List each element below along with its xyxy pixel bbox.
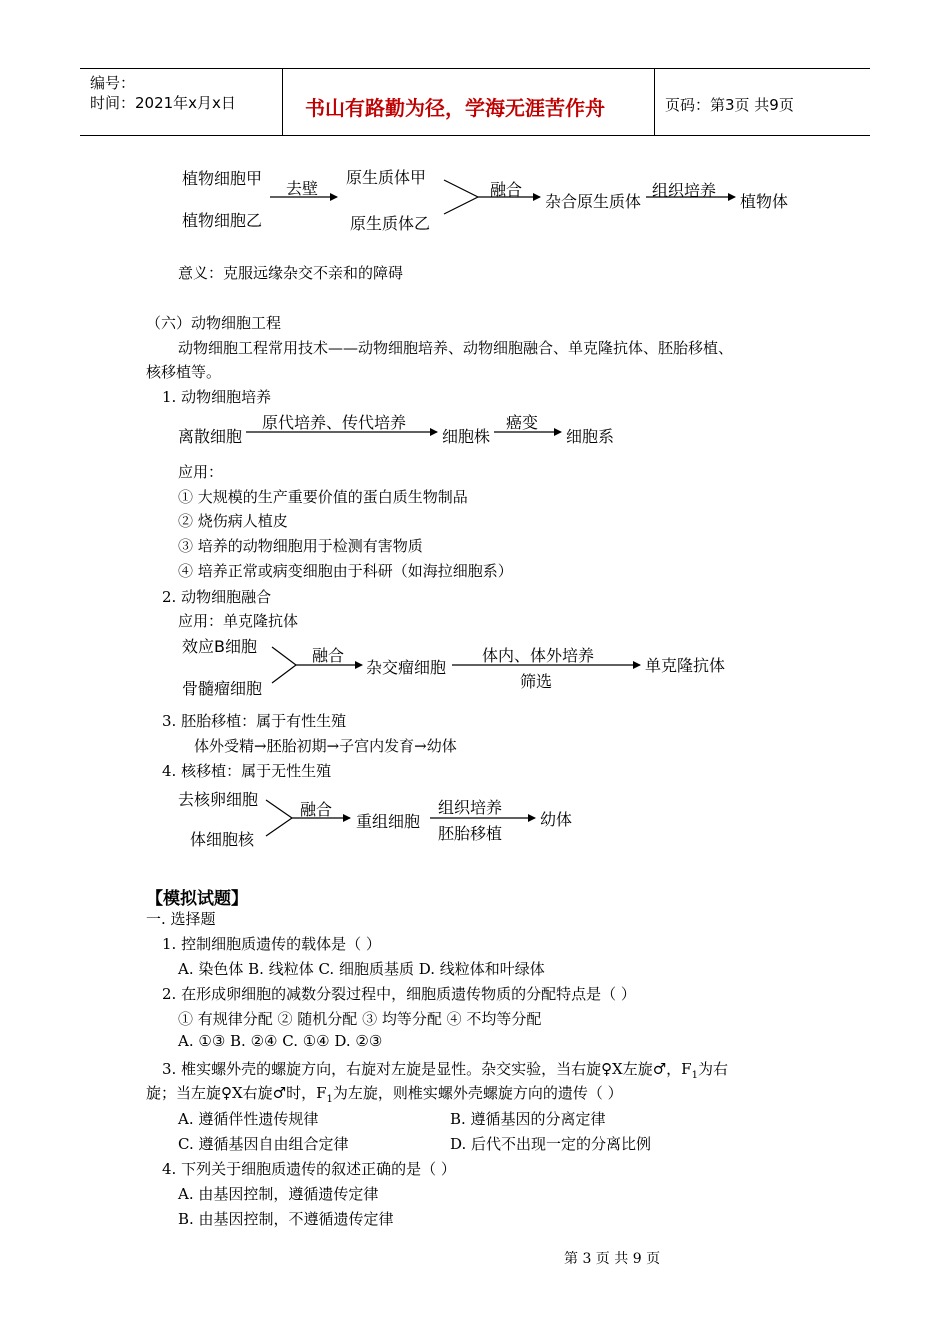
exam-section: 一. 选择题: [146, 910, 216, 928]
item4-title: 4. 核移植：属于无性生殖: [162, 762, 332, 780]
item3-title: 3. 胚胎移植：属于有性生殖: [162, 712, 347, 730]
section6-intro-1: 动物细胞工程常用技术——动物细胞培养、动物细胞融合、单克隆抗体、胚胎移植、: [178, 339, 734, 357]
question-1: 1. 控制细胞质遗传的载体是（ ）: [162, 935, 381, 953]
step-fusion-1: 融合: [490, 180, 523, 199]
protoplast-a: 原生质体甲: [346, 168, 427, 187]
question-3-option-b: B. 遵循基因的分离定律: [450, 1110, 606, 1128]
header-time: 时间：2021年x月x日: [90, 94, 236, 112]
step-fusion-2: 融合: [312, 646, 345, 665]
step-remove-wall: 去壁: [286, 179, 319, 198]
recombinant-cell: 重组细胞: [356, 812, 421, 831]
flow-primary-culture: 原代培养、传代培养: [262, 413, 407, 432]
step-in-vitro-culture: 体内、体外培养: [482, 646, 595, 665]
question-4-option-b: B. 由基因控制，不遵循遗传定律: [178, 1210, 394, 1228]
plant-cell-a: 植物细胞甲: [182, 169, 263, 188]
question-3-option-d: D. 后代不出现一定的分离比例: [450, 1135, 652, 1153]
question-4-option-a: A. 由基因控制，遵循遗传定律: [178, 1185, 379, 1203]
step-tissue-culture-2: 组织培养: [438, 798, 503, 817]
enucleated-egg: 去核卵细胞: [178, 790, 259, 809]
item1-app-4: ④ 培养正常或病变细胞由于科研（如海拉细胞系）: [178, 562, 513, 580]
header-number: 编号：: [90, 74, 136, 92]
merge-bracket-2: [272, 647, 296, 683]
question-3-option-c: C. 遵循基因自由组合定律: [178, 1135, 349, 1153]
myeloma-cell: 骨髓瘤细胞: [182, 679, 263, 698]
protoplast-b: 原生质体乙: [350, 214, 431, 233]
header-motto: 书山有路勤为径，学海无涯苦作舟: [305, 96, 605, 120]
young-organism: 幼体: [540, 810, 573, 829]
q3-text-1: 3. 椎实螺外壳的螺旋方向，右旋对左旋是显性。杂交实验，当右旋♀X左旋♂，F: [162, 1060, 692, 1078]
question-4: 4. 下列关于细胞质遗传的叙述正确的是（ ）: [162, 1160, 456, 1178]
question-1-options: A. 染色体 B. 线粒体 C. 细胞质基质 D. 线粒体和叶绿体: [178, 960, 545, 978]
item1-title: 1. 动物细胞培养: [162, 388, 272, 406]
question-3-line-1: [162, 1058, 728, 1081]
meaning-text: 意义：克服远缘杂交不亲和的障碍: [178, 264, 404, 282]
section6-intro-2: 核移植等。: [146, 363, 222, 381]
merge-bracket-3: [266, 800, 292, 836]
header-page: 页码：第3页 共9页: [665, 96, 794, 114]
section6-title: （六）动物细胞工程: [146, 314, 282, 332]
hybridoma-cell: 杂交瘤细胞: [366, 658, 447, 677]
q3-text-1-end: 为右: [697, 1060, 728, 1078]
item1-app-label: 应用：: [178, 463, 224, 481]
merge-bracket-1: [444, 180, 478, 214]
item1-app-2: ② 烧伤病人植皮: [178, 512, 288, 530]
question-2-items: ① 有规律分配 ② 随机分配 ③ 均等分配 ④ 不均等分配: [178, 1010, 542, 1028]
question-2: 2. 在形成卵细胞的减数分裂过程中，细胞质遗传物质的分配特点是（ ）: [162, 985, 636, 1003]
item2-app: 应用：单克隆抗体: [178, 612, 299, 630]
item1-app-1: ① 大规模的生产重要价值的蛋白质生物制品: [178, 488, 468, 506]
q3-text-2a: 旋；当左旋♀X右旋♂时，F: [146, 1084, 327, 1102]
somatic-nucleus: 体细胞核: [190, 830, 255, 849]
flow-cell-line: 细胞系: [566, 427, 615, 446]
q3-subscript-2: 1: [326, 1094, 333, 1105]
step-fusion-3: 融合: [300, 800, 333, 819]
question-3-option-a: A. 遵循伴性遗传规律: [178, 1110, 319, 1128]
monoclonal-antibody: 单克隆抗体: [645, 656, 726, 675]
item3-flow: 体外受精→胚胎初期→子宫内发育→幼体: [194, 737, 457, 755]
step-tissue-culture-1: 组织培养: [652, 181, 717, 200]
flow-cancer: 癌变: [506, 413, 539, 432]
q3-text-2b: 为左旋，则椎实螺外壳螺旋方向的遗传（ ）: [332, 1084, 623, 1102]
question-3-line-2: [146, 1082, 623, 1105]
flow-dispersed-cells: 离散细胞: [178, 427, 243, 446]
hybrid-protoplast: 杂合原生质体: [545, 192, 642, 211]
flow-cell-strain: 细胞株: [442, 427, 491, 446]
exam-heading: 【模拟试题】: [146, 889, 248, 909]
question-2-options: A. ①③ B. ②④ C. ①④ D. ②③: [178, 1032, 383, 1050]
effector-b-cell: 效应B细胞: [182, 637, 257, 656]
q3-subscript-1: 1: [691, 1070, 698, 1081]
step-embryo-transfer: 胚胎移植: [438, 824, 503, 843]
item1-app-3: ③ 培养的动物细胞用于检测有害物质: [178, 537, 423, 555]
step-screening: 筛选: [520, 672, 553, 691]
item2-title: 2. 动物细胞融合: [162, 588, 272, 606]
plant-cell-b: 植物细胞乙: [182, 211, 263, 230]
page-footer: 第 3 页 共 9 页: [564, 1251, 661, 1267]
plant-body: 植物体: [740, 192, 789, 211]
